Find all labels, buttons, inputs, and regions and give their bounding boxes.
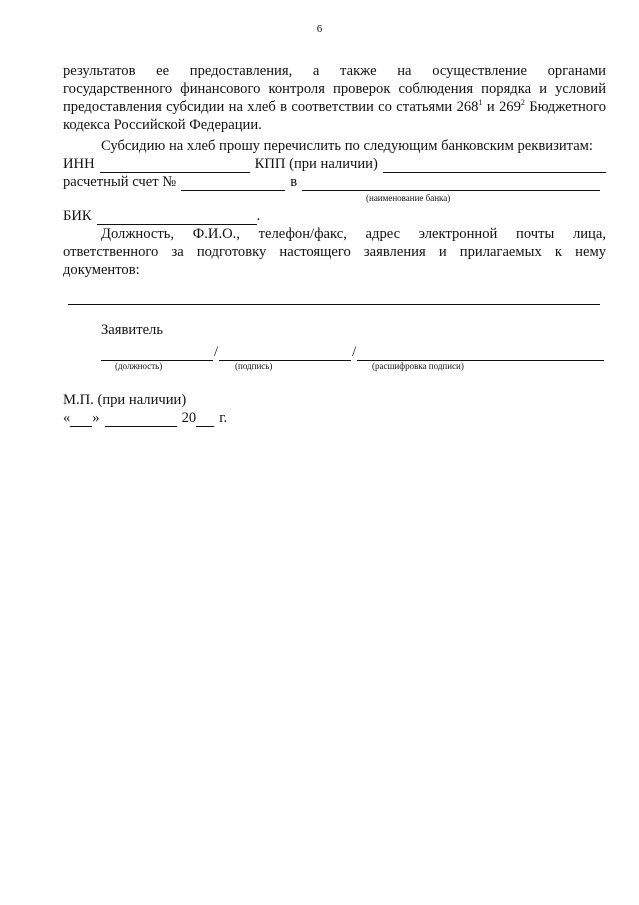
account-field[interactable] xyxy=(181,177,285,191)
inn-field[interactable] xyxy=(100,159,250,173)
responsible-row xyxy=(63,279,600,305)
intro-line-3-mid: и 269 xyxy=(482,99,521,115)
account-label: расчетный счет № xyxy=(63,174,177,190)
footnote-sup-2: 2 xyxy=(520,98,525,108)
date-day-field[interactable] xyxy=(70,413,92,427)
quote-open: « xyxy=(63,410,71,426)
quote-close: » xyxy=(92,410,100,426)
responsible-field[interactable] xyxy=(68,291,600,305)
kpp-label: КПП (при наличии) xyxy=(254,156,378,172)
position-caption: (должность) xyxy=(115,361,163,371)
applicant-sign-row xyxy=(63,339,606,361)
date-row xyxy=(63,409,606,427)
footnote-sup-1: 1 xyxy=(478,98,483,108)
year-prefix: 20 xyxy=(181,410,197,426)
year-suffix: г. xyxy=(219,410,228,426)
bik-row xyxy=(63,207,606,225)
slash-1: / xyxy=(214,344,219,360)
applicant-label: Заявитель xyxy=(101,322,163,338)
date-year-field[interactable] xyxy=(196,413,214,427)
intro-line-4: кодекса Российской Федерации. xyxy=(63,117,262,133)
page-number: 6 xyxy=(316,23,323,35)
bank-name-field[interactable] xyxy=(302,177,600,191)
applicant-captions xyxy=(63,361,606,374)
bik-field[interactable] xyxy=(97,211,257,225)
intro-line-3 xyxy=(63,98,606,116)
applicant-position-field[interactable] xyxy=(101,347,213,361)
account-row xyxy=(63,173,606,191)
intro-line-2: государственного финансового контроля проверок соблюдения порядка и условий xyxy=(63,81,606,97)
date-month-field[interactable] xyxy=(105,413,177,427)
stamp-label: М.П. (при наличии) xyxy=(63,392,187,408)
intro-line-1: результатов ее предоставления, а также на осуществление органами xyxy=(63,63,606,79)
bik-label: БИК xyxy=(63,208,92,224)
applicant-decoding-field[interactable] xyxy=(357,347,604,361)
signature-caption: (подпись) xyxy=(235,361,273,371)
intro-line-3-pre: предоставления субсидии на хлеб в соответствии со статьями 268 xyxy=(63,99,479,115)
application-form xyxy=(63,62,606,427)
bik-end: . xyxy=(256,208,261,224)
decoding-caption: (расшифровка подписи) xyxy=(372,361,464,371)
inn-kpp-row xyxy=(63,155,606,173)
bank-name-caption: (наименование банка) xyxy=(366,193,451,203)
responsible-line-1: Должность, Ф.И.О., телефон/факс, адрес электронной почты лица, xyxy=(101,226,606,242)
kpp-field[interactable] xyxy=(383,159,606,173)
inn-label: ИНН xyxy=(63,156,95,172)
requisites-intro: Субсидию на хлеб прошу перечислить по следующим банковским реквизитам: xyxy=(101,138,593,154)
responsible-line-2: ответственного за подготовку настоящего заявления и прилагаемых к нему xyxy=(63,244,606,260)
intro-line-3-post: Бюджетного xyxy=(524,99,606,115)
slash-2: / xyxy=(352,344,357,360)
applicant-signature-field[interactable] xyxy=(219,347,351,361)
responsible-line-3: документов: xyxy=(63,262,140,278)
bank-in-label: в xyxy=(290,174,298,190)
